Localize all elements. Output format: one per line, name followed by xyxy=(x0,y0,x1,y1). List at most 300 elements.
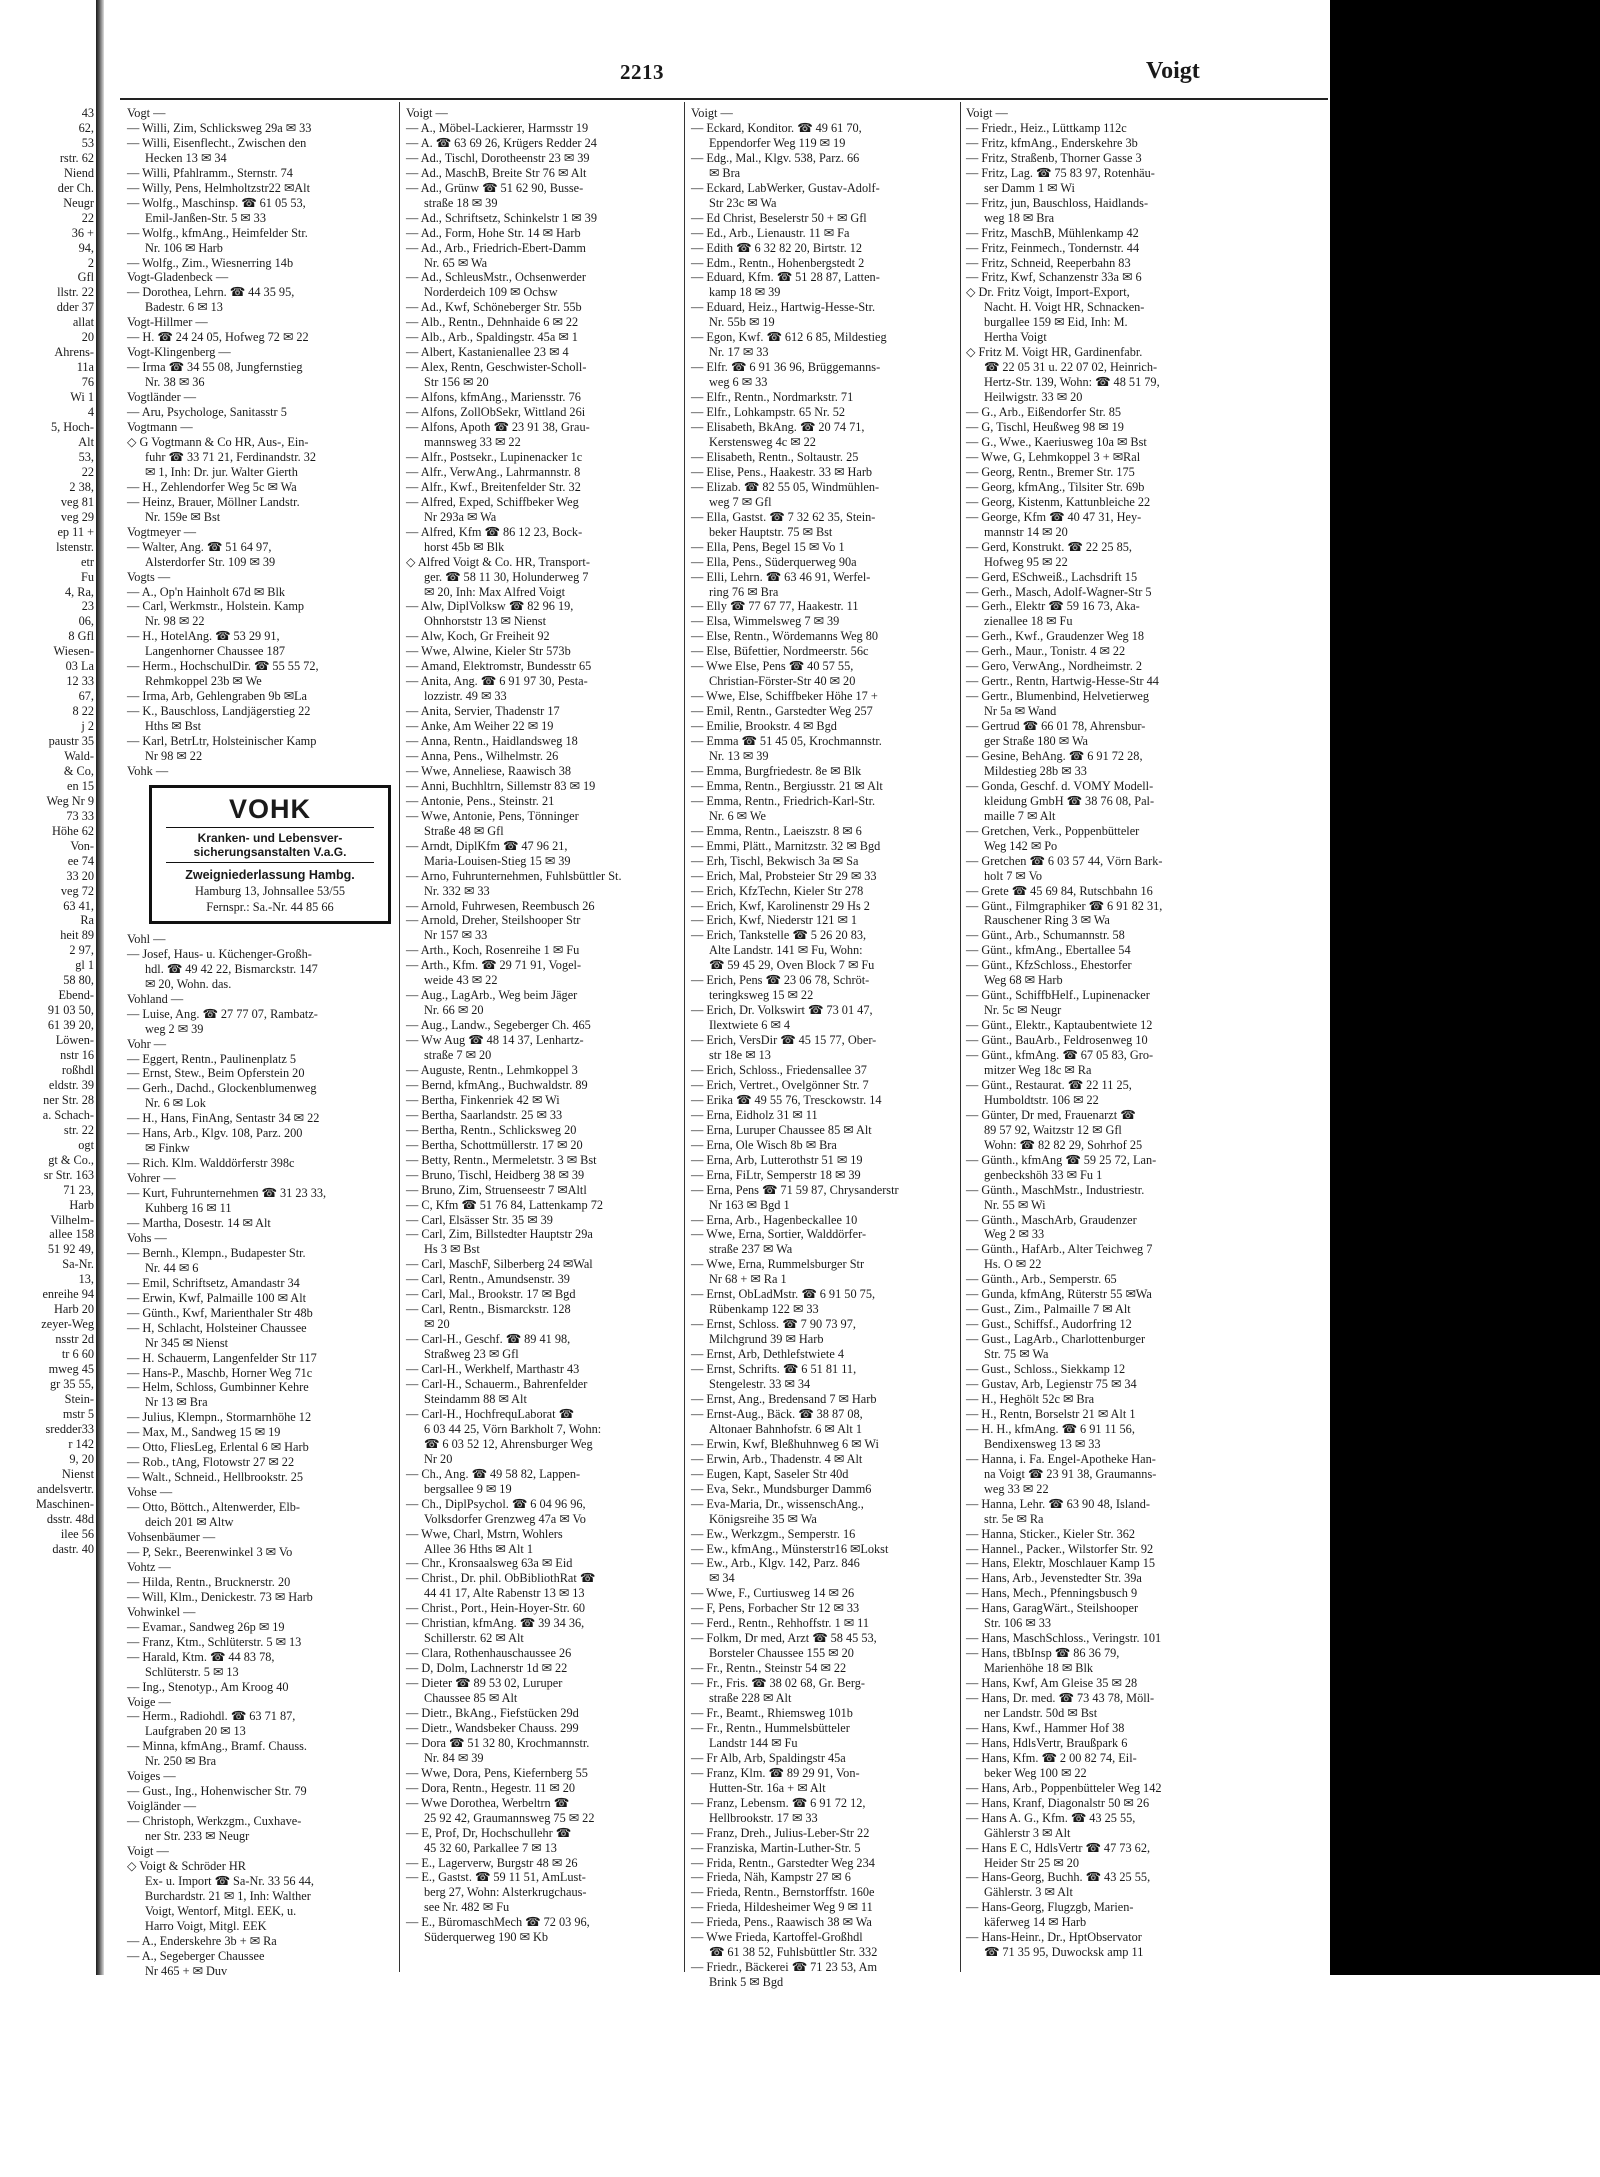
entry-continuation: 51 92 49, xyxy=(47,1242,94,1257)
entry-continuation: Ebend- xyxy=(58,988,94,1003)
entry-continuation: Von- xyxy=(70,838,94,853)
directory-entry: — Bertha, Finkenriek 42 ✉ Wi xyxy=(406,1092,560,1107)
entry-continuation: & Co, xyxy=(63,763,94,778)
entry-continuation: dder 37 xyxy=(56,300,94,315)
directory-entry: — Gunda, kfmAng, Rüterstr 55 ✉Wa xyxy=(966,1287,1152,1302)
entry-continuation: Königsreihe 35 ✉ Wa xyxy=(709,1511,817,1526)
directory-entry: — Carl, Rentn., Amundsenstr. 39 xyxy=(406,1272,570,1287)
directory-entry: — Ed., Arb., Lienaustr. 11 ✉ Fa xyxy=(691,225,850,240)
directory-entry: — H., Heghölt 52c ✉ Bra xyxy=(966,1391,1095,1406)
entry-continuation: Hths ✉ Bst xyxy=(145,719,202,734)
entry-continuation: veg 81 xyxy=(60,494,94,509)
entry-continuation: enreihe 94 xyxy=(42,1287,94,1302)
directory-entry: — Bernh., Klempn., Budapester Str. xyxy=(127,1245,306,1260)
directory-entry: — Dora ☎ 51 32 80, Krochmannstr. xyxy=(406,1735,590,1750)
directory-entry: — H, Schlacht, Holsteiner Chaussee xyxy=(127,1320,307,1335)
directory-entry: — Karl, BetrLtr, Holsteinischer Kamp xyxy=(127,734,317,749)
entry-continuation: ✉ Bra xyxy=(709,165,741,180)
entry-continuation: Nr 13 ✉ Bra xyxy=(145,1395,208,1410)
directory-entry: — Walter, Ang. ☎ 51 64 97, xyxy=(127,539,272,554)
directory-entry: — Elli, Lehrn. ☎ 63 46 91, Werfel- xyxy=(691,569,871,584)
directory-entry: — Dieter ☎ 89 53 02, Luruper xyxy=(406,1676,563,1691)
directory-entry: — Ernst, Schrifts. ☎ 6 51 81 11, xyxy=(691,1362,857,1377)
entry-continuation: Eppendorfer Weg 119 ✉ 19 xyxy=(709,135,846,150)
directory-entry: — Wolfg., Zim., Wiesnerring 14b xyxy=(127,255,294,270)
entry-continuation: ner Str. 233 ✉ Neugr xyxy=(145,1829,250,1844)
entry-continuation: allat xyxy=(72,315,94,330)
entry-continuation: Nr. 250 ✉ Bra xyxy=(145,1754,217,1769)
directory-entry: — H., HotelAng. ☎ 53 29 91, xyxy=(127,629,280,644)
entry-continuation: zienallee 18 ✉ Fu xyxy=(984,614,1073,629)
directory-entry: — Aru, Psychologe, Sanitasstr 5 xyxy=(127,405,287,420)
ad-divider xyxy=(166,862,374,863)
directory-entry: — Hilda, Rentn., Brucknerstr. 20 xyxy=(127,1574,291,1589)
directory-entry: — Arth., Kfm. ☎ 29 71 91, Vogel- xyxy=(406,958,582,973)
entry-continuation: Badestr. 6 ✉ 13 xyxy=(145,300,223,315)
entry-continuation: ilee 56 xyxy=(60,1526,94,1541)
directory-entry: ◇ Voigt & Schröder HR xyxy=(127,1858,246,1873)
directory-entry: — Hans, tBbInsp ☎ 86 36 79, xyxy=(966,1646,1120,1661)
directory-entry: — Amand, Elektromstr, Bundesstr 65 xyxy=(406,659,592,674)
entry-continuation: Emil-Janßen-Str. 5 ✉ 33 xyxy=(145,210,266,225)
directory-entry: — Herm., Radiohdl. ☎ 63 71 87, xyxy=(127,1709,296,1724)
surname-heading: Vohs — xyxy=(127,1230,167,1245)
entry-continuation: paustr 35 xyxy=(48,734,94,749)
entry-continuation: Harro Voigt, Mitgl. EEK xyxy=(145,1918,267,1933)
entry-continuation: Ra xyxy=(80,913,94,928)
entry-continuation: 53 xyxy=(81,135,94,150)
entry-continuation: Alte Landstr. 141 ✉ Fu, Wohn: xyxy=(709,943,863,958)
entry-continuation: mweg 45 xyxy=(48,1362,94,1377)
entry-continuation: Stein- xyxy=(64,1391,94,1406)
entry-continuation: 62, xyxy=(78,120,94,135)
entry-continuation: nsstr 2d xyxy=(55,1332,94,1347)
directory-entry: — Erna, Arb, Lutterothstr 51 ✉ 19 xyxy=(691,1152,863,1167)
entry-continuation: Hs 3 ✉ Bst xyxy=(424,1242,480,1257)
directory-entry: — Hans, Dr. med. ☎ 73 43 78, Möll- xyxy=(966,1691,1155,1706)
entry-continuation: ☎ 6 03 52 12, Ahrensburger Weg xyxy=(424,1436,593,1451)
entry-continuation: Weg Nr 9 xyxy=(46,793,94,808)
entry-continuation: 53, xyxy=(78,449,94,464)
directory-entry: — Eva-Maria, Dr., wissenschAng., xyxy=(691,1496,864,1511)
directory-entry: — Dora, Rentn., Hegestr. 11 ✉ 20 xyxy=(406,1780,575,1795)
directory-entry: — Ad., Grünw ☎ 51 62 90, Busse- xyxy=(406,180,584,195)
directory-entry: — Günt., KfzSchloss., Ehestorfer xyxy=(966,958,1132,973)
entry-continuation: 03 La xyxy=(65,659,94,674)
entry-continuation: ☎ 59 45 29, Oven Block 7 ✉ Fu xyxy=(709,958,875,973)
directory-entry: — Ad., Arb., Friedrich-Ebert-Damm xyxy=(406,240,586,255)
directory-entry: — Elisabeth, Rentn., Soltaustr. 25 xyxy=(691,449,859,464)
directory-entry: — Hans A. G., Kfm. ☎ 43 25 55, xyxy=(966,1810,1136,1825)
entry-continuation: 91 03 50, xyxy=(47,1003,94,1018)
directory-entry: — Evamar., Sandweg 26p ✉ 19 xyxy=(127,1619,285,1634)
surname-heading: Vohse — xyxy=(127,1485,173,1500)
column-divider xyxy=(684,102,685,1972)
directory-entry: — Günt., kfmAng. ☎ 67 05 83, Gro- xyxy=(966,1048,1154,1063)
directory-entry: — Gustav, Arb, Legienstr 75 ✉ 34 xyxy=(966,1377,1137,1392)
directory-entry: — Erwin, Arb., Thadenstr. 4 ✉ Alt xyxy=(691,1451,863,1466)
entry-continuation: 23 xyxy=(81,599,94,614)
directory-entry: — Gerh., Dachd., Glockenblumenweg xyxy=(127,1081,317,1096)
directory-entry: — Otto, Böttch., Altenwerder, Elb- xyxy=(127,1500,300,1515)
directory-entry: — Ernst, Ang., Bredensand 7 ✉ Harb xyxy=(691,1391,877,1406)
directory-entry: — Fritz, MaschB, Mühlenkamp 42 xyxy=(966,225,1139,240)
entry-continuation: Norderdeich 109 ✉ Ochsw xyxy=(424,285,558,300)
entry-continuation: Wald- xyxy=(64,748,94,763)
entry-continuation: Weg 142 ✉ Po xyxy=(984,838,1058,853)
directory-entry: — Gertr., Blumenbind, Helvetierweg xyxy=(966,689,1150,704)
directory-entry: — Erich, Schloss., Friedensallee 37 xyxy=(691,1063,867,1077)
entry-continuation: 13, xyxy=(78,1272,94,1287)
directory-entry: — Gertr., Rentn, Hartwig-Hesse-Str 44 xyxy=(966,674,1159,689)
entry-continuation: Nr. 13 ✉ 39 xyxy=(709,748,769,763)
entry-continuation: Ilextwiete 6 ✉ 4 xyxy=(709,1018,790,1033)
directory-entry: — Hans-Georg, Flugzgb, Marien- xyxy=(966,1900,1134,1915)
directory-entry: — Emma, Burgfriedestr. 8e ✉ Blk xyxy=(691,763,862,778)
directory-entry: — Erich, Pens ☎ 23 06 78, Schröt- xyxy=(691,973,870,988)
directory-entry: — Günt., Filmgraphiker ☎ 6 91 82 31, xyxy=(966,898,1163,913)
directory-entry: — Max, M., Sandweg 15 ✉ 19 xyxy=(127,1425,281,1440)
directory-entry: — H., Hans, FinAng, Sentastr 34 ✉ 22 xyxy=(127,1111,320,1126)
directory-entry: — Erna, Arb., Hagenbeckallee 10 xyxy=(691,1212,858,1227)
entry-continuation: mannstr 14 ✉ 20 xyxy=(984,524,1068,539)
directory-entry: — P, Sekr., Beerenwinkel 3 ✉ Vo xyxy=(127,1544,293,1559)
directory-entry: — Erich, Tankstelle ☎ 5 26 20 83, xyxy=(691,928,867,943)
entry-continuation: Str. 106 ✉ 33 xyxy=(984,1616,1052,1631)
ad-subtitle-line-1: Kranken- und Lebensver- xyxy=(197,830,343,845)
directory-entry: — Friedr., Bäckerei ☎ 71 23 53, Am xyxy=(691,1960,878,1975)
surname-heading: Voigt — xyxy=(406,106,448,120)
page-number: 2213 xyxy=(620,60,664,84)
directory-entry: — Günt., Restaurat. ☎ 22 11 25, xyxy=(966,1077,1132,1092)
directory-entry: — Gesine, BehAng. ☎ 6 91 72 28, xyxy=(966,748,1143,763)
directory-entry: — Hans, Kranf, Diagonalstr 50 ✉ 26 xyxy=(966,1795,1150,1810)
entry-continuation: straße 237 ✉ Wa xyxy=(709,1242,793,1257)
surname-heading: Vohl — xyxy=(127,931,166,946)
directory-entry: — Elise, Pens., Haakestr. 33 ✉ Harb xyxy=(691,464,873,479)
entry-continuation: ✉ 20 xyxy=(424,1317,450,1332)
directory-entry: — E., Lagerverw, Burgstr 48 ✉ 26 xyxy=(406,1855,578,1870)
directory-entry: — Eugen, Kapt, Saseler Str 40d xyxy=(691,1466,849,1481)
directory-entry: — Emma ☎ 51 45 05, Krochmannstr. xyxy=(691,734,882,749)
entry-continuation: na Voigt ☎ 23 91 38, Graumanns- xyxy=(984,1466,1157,1481)
directory-entry: — Frida, Rentn., Garstedter Weg 234 xyxy=(691,1855,875,1870)
entry-continuation: 67, xyxy=(78,689,94,704)
directory-entry: — Bertha, Saarlandstr. 25 ✉ 33 xyxy=(406,1107,563,1122)
directory-entry: — Emma, Rentn., Laeiszstr. 8 ✉ 6 xyxy=(691,823,862,838)
entry-continuation: Str 23c ✉ Wa xyxy=(709,195,777,210)
entry-continuation: Harb 20 xyxy=(54,1302,94,1317)
directory-entry: — Hans-P., Maschb, Horner Weg 71c xyxy=(127,1365,313,1380)
entry-continuation: dsstr. 48d xyxy=(46,1511,94,1526)
directory-entry: — Wwe, Anneliese, Raawisch 38 xyxy=(406,763,572,778)
directory-entry: — C, Kfm ☎ 51 76 84, Lattenkamp 72 xyxy=(406,1197,604,1212)
directory-entry: — Christ., Port., Hein-Hoyer-Str. 60 xyxy=(406,1601,586,1616)
entry-continuation: 8 Gfl xyxy=(68,629,94,644)
entry-continuation: gr 35 55, xyxy=(49,1377,94,1392)
entry-continuation: beker Weg 100 ✉ 22 xyxy=(984,1765,1087,1780)
entry-continuation: ner Landstr. 50d ✉ Bst xyxy=(984,1705,1098,1720)
entry-continuation: etr xyxy=(81,554,94,569)
directory-entry: — E, Prof, Dr, Hochschullehr ☎ xyxy=(406,1825,572,1840)
directory-entry: — Ww Aug ☎ 48 14 37, Lenhartz- xyxy=(406,1033,584,1048)
surname-heading: Vogtländer — xyxy=(127,390,197,405)
entry-continuation: Löwen- xyxy=(55,1033,94,1048)
entry-continuation: Alsterdorfer Str. 109 ✉ 39 xyxy=(145,554,276,569)
entry-continuation: Wohn: ☎ 82 82 29, Sohrhof 25 xyxy=(984,1137,1143,1152)
entry-continuation: 22 xyxy=(81,464,94,479)
entry-continuation: Chaussee 85 ✉ Alt xyxy=(424,1691,518,1706)
entry-continuation: Humboldtstr. 106 ✉ 22 xyxy=(984,1092,1099,1107)
directory-entry: — Frieda, Rentn., Bernstorffstr. 160e xyxy=(691,1885,875,1900)
entry-continuation: Str 156 ✉ 20 xyxy=(424,375,489,390)
directory-entry: — Emilie, Brookstr. 4 ✉ Bgd xyxy=(691,719,837,734)
surname-heading: Vogt-Gladenbeck — xyxy=(127,270,229,285)
directory-entry: — Ad., Tischl, Dorotheenstr 23 ✉ 39 xyxy=(406,150,590,165)
entry-continuation: burgallee 159 ✉ Eid, Inh: M. xyxy=(984,315,1128,330)
directory-entry: — Alex, Rentn, Geschwister-Scholl- xyxy=(406,360,587,375)
directory-entry: — Hans, Kfm. ☎ 2 00 82 74, Eil- xyxy=(966,1750,1137,1765)
entry-continuation: Gfl xyxy=(77,270,94,285)
directory-entry: — Else, Büfettier, Nordmeerstr. 56c xyxy=(691,644,869,659)
entry-continuation: beker Hauptstr. 75 ✉ Bst xyxy=(709,524,833,539)
directory-entry: — Erna, Pens ☎ 71 59 87, Chrysanderstr xyxy=(691,1182,899,1197)
surname-heading: Vohland — xyxy=(127,991,184,1006)
entry-continuation: Allee 36 Hths ✉ Alt 1 xyxy=(424,1541,534,1556)
entry-continuation: genbeckshöh 33 ✉ Fu 1 xyxy=(984,1167,1103,1182)
directory-entry: — Alfons, kfmAng., Mariensstr. 76 xyxy=(406,390,581,405)
directory-entry: — Hanna, Lehr. ☎ 63 90 48, Island- xyxy=(966,1496,1151,1511)
entry-continuation: ☎ 22 05 31 u. 22 07 02, Heinrich- xyxy=(984,360,1158,375)
directory-entry: — Carl, Mal., Brookstr. 17 ✉ Bgd xyxy=(406,1287,576,1302)
entry-continuation: weide 43 ✉ 22 xyxy=(424,973,498,988)
entry-continuation: Stengelestr. 33 ✉ 34 xyxy=(709,1377,811,1392)
directory-entry: — Gust., Ing., Hohenwischer Str. 79 xyxy=(127,1784,307,1799)
surname-heading: Vohrer — xyxy=(127,1171,176,1186)
entry-continuation: ep 11 + xyxy=(57,524,94,539)
directory-entry: — Auguste, Rentn., Lehmkoppel 3 xyxy=(406,1063,578,1077)
directory-entry: — Erich, Kwf, Niederstr 121 ✉ 1 xyxy=(691,913,858,928)
surname-heading: Voigländer — xyxy=(127,1799,197,1814)
running-head: Voigt xyxy=(1146,58,1200,84)
directory-entry: — Aug., LagArb., Weg beim Jäger xyxy=(406,988,578,1003)
surname-heading: Voigt — xyxy=(966,106,1008,120)
directory-entry: — G., Arb., Eißendorfer Str. 85 xyxy=(966,405,1122,420)
directory-entry: — Carl-H., Schauerm., Bahrenfelder xyxy=(406,1377,588,1392)
entry-continuation: Hs. O ✉ 22 xyxy=(984,1257,1042,1272)
entry-continuation: Laufgraben 20 ✉ 13 xyxy=(145,1724,246,1739)
entry-continuation: 2 97, xyxy=(69,943,94,958)
entry-continuation: teringksweg 15 ✉ 22 xyxy=(709,988,814,1003)
entry-continuation: Nr. 17 ✉ 33 xyxy=(709,345,769,360)
entry-continuation: ring 76 ✉ Bra xyxy=(709,584,779,599)
ad-phone: Fernspr.: Sa.-Nr. 44 85 66 xyxy=(206,899,334,914)
directory-entry: — Dietr., Wandsbeker Chauss. 299 xyxy=(406,1720,579,1735)
directory-entry: — Folkm, Dr med, Arzt ☎ 58 45 53, xyxy=(691,1631,877,1646)
entry-continuation: see Nr. 482 ✉ Fu xyxy=(424,1900,510,1915)
directory-entry: — Gertrud ☎ 66 01 78, Ahrensbur- xyxy=(966,719,1146,734)
directory-entry: — Otto, FliesLeg, Erlental 6 ✉ Harb xyxy=(127,1440,309,1455)
entry-continuation: mitzer Weg 18c ✉ Ra xyxy=(984,1063,1092,1077)
scan-background-light xyxy=(0,1975,1600,2177)
directory-entry: — G, Tischl, Heußweg 98 ✉ 19 xyxy=(966,420,1124,435)
directory-entry: — Edm., Rentn., Hohenbergstedt 2 xyxy=(691,255,865,270)
entry-continuation: Nr. 44 ✉ 6 xyxy=(145,1260,199,1275)
directory-entry: — Eduard, Heiz., Hartwig-Hesse-Str. xyxy=(691,300,876,315)
entry-continuation: Nr. 106 ✉ Harb xyxy=(145,240,223,255)
directory-entry: — Ad., Schriftsetz, Schinkelstr 1 ✉ 39 xyxy=(406,210,597,225)
directory-entry: — Erna, FiLtr, Semperstr 18 ✉ 39 xyxy=(691,1167,861,1182)
entry-continuation: Langenhorner Chaussee 187 xyxy=(145,644,286,659)
directory-entry: — Rob., tAng, Flotowstr 27 ✉ 22 xyxy=(127,1455,295,1470)
directory-entry: — Julius, Klempn., Stormarnhöhe 12 xyxy=(127,1410,312,1425)
entry-continuation: holt 7 ✉ Vo xyxy=(984,868,1043,883)
directory-entry: — Hans E C, HdlsVertr ☎ 47 73 62, xyxy=(966,1840,1151,1855)
entry-continuation: gt & Co., xyxy=(48,1152,94,1167)
directory-entry: — Ferd., Rentn., Rehhoffstr. 1 ✉ 11 xyxy=(691,1616,870,1631)
directory-entry: — Gerd, Konstrukt. ☎ 22 25 85, xyxy=(966,539,1132,554)
surname-heading: Vohk — xyxy=(127,763,169,778)
surname-heading: Vogtmeyer — xyxy=(127,524,197,539)
directory-entry: — Alb., Arb., Spaldingstr. 45a ✉ 1 xyxy=(406,330,578,345)
directory-entry: — Alfons, Apoth ☎ 23 91 38, Grau- xyxy=(406,420,590,435)
directory-entry: — Wwe, Alwine, Kieler Str 573b xyxy=(406,644,571,659)
directory-entry: — F, Pens, Forbacher Str 12 ✉ 33 xyxy=(691,1601,860,1616)
entry-continuation: 2 38, xyxy=(69,479,94,494)
directory-entry: — Arno, Fuhrunternehmen, Fuhlsbüttler St. xyxy=(406,868,622,883)
entry-continuation: veg 29 xyxy=(60,509,94,524)
directory-entry: — Erich, Mal, Probsteier Str 29 ✉ 33 xyxy=(691,868,877,883)
directory-entry: — Hans, Mech., Pfenningsbusch 9 xyxy=(966,1586,1138,1601)
directory-entry: — Fr., Fris. ☎ 38 02 68, Gr. Berg- xyxy=(691,1676,865,1691)
entry-continuation: ✉ 1, Inh: Dr. jur. Walter Gierth xyxy=(145,464,298,479)
entry-continuation: Hofweg 95 ✉ 22 xyxy=(984,554,1068,569)
column-previous-page-fragment xyxy=(0,106,94,1976)
entry-continuation: Nr. 332 ✉ 33 xyxy=(424,883,490,898)
entry-continuation: sredder33 xyxy=(45,1421,94,1436)
directory-entry: — Georg, Rentn., Bremer Str. 175 xyxy=(966,464,1135,479)
directory-entry: — Carl-H., Werkhelf, Marthastr 43 xyxy=(406,1362,580,1377)
surname-heading: Vogtmann — xyxy=(127,420,193,435)
entry-continuation: zeyer-Weg xyxy=(41,1317,94,1332)
entry-continuation: Nr 157 ✉ 33 xyxy=(424,928,488,943)
entry-continuation: maille 7 ✉ Alt xyxy=(984,808,1056,823)
entry-continuation: Ex- u. Import ☎ Sa-Nr. 33 56 44, xyxy=(145,1873,315,1888)
directory-entry: — Frieda, Hildesheimer Weg 9 ✉ 11 xyxy=(691,1900,873,1915)
directory-entry: — Gretchen, Verk., Poppenbütteler xyxy=(966,823,1140,838)
directory-entry: — D, Dolm, Lachnerstr 1d ✉ 22 xyxy=(406,1661,568,1676)
entry-continuation: weg 2 ✉ 39 xyxy=(145,1021,204,1036)
surname-heading: Voiges — xyxy=(127,1769,176,1784)
entry-continuation: Wi 1 xyxy=(70,390,94,405)
directory-entry: — Arnold, Fuhrwesen, Reembusch 26 xyxy=(406,898,595,913)
entry-continuation: 2 xyxy=(87,255,94,270)
directory-entry: — Ew., Werkzgm., Semperstr. 16 xyxy=(691,1526,856,1541)
directory-entry: — Erna, Ole Wisch 8b ✉ Bra xyxy=(691,1137,837,1152)
directory-entry: — Hanna, i. Fa. Engel-Apotheke Han- xyxy=(966,1451,1156,1466)
entry-continuation: 33 20 xyxy=(66,868,94,883)
directory-entry: — Edith ☎ 6 32 82 20, Birtstr. 12 xyxy=(691,240,863,255)
directory-entry: — Elisabeth, BkAng. ☎ 20 74 71, xyxy=(691,420,865,435)
entry-continuation: Gählerstr 3 ✉ Alt xyxy=(984,1825,1071,1840)
directory-entry: — Bruno, Tischl, Heidberg 38 ✉ 39 xyxy=(406,1167,585,1182)
directory-entry: — Hannel., Packer., Wilstorfer Str. 92 xyxy=(966,1541,1154,1556)
directory-entry: — A. ☎ 63 69 26, Krügers Redder 24 xyxy=(406,135,597,150)
entry-continuation: Nr 293a ✉ Wa xyxy=(424,509,497,524)
directory-entry: — Dietr., BkAng., Fiefstücken 29d xyxy=(406,1705,579,1720)
directory-entry: — Fr., Beamt., Rhiemsweg 101b xyxy=(691,1705,853,1720)
directory-entry: — A., Enderskehre 3b + ✉ Ra xyxy=(127,1933,277,1948)
entry-continuation: 22 xyxy=(81,210,94,225)
entry-continuation: Burchardstr. 21 ✉ 1, Inh: Walther xyxy=(145,1888,311,1903)
entry-continuation: Hutten-Str. 16a + ✉ Alt xyxy=(709,1780,826,1795)
entry-continuation: Hertha Voigt xyxy=(984,330,1047,345)
directory-entry: — Wolfg., Maschinsp. ☎ 61 05 53, xyxy=(127,195,306,210)
directory-entry: — Gero, VerwAng., Nordheimstr. 2 xyxy=(966,659,1143,674)
entry-continuation: berg 27, Wohn: Alsterkrugchaus- xyxy=(424,1885,587,1900)
entry-continuation: Str. 75 ✉ Wa xyxy=(984,1347,1049,1362)
entry-continuation: ✉ Finkw xyxy=(145,1141,190,1156)
entry-continuation: Nr 465 + ✉ Duv xyxy=(145,1963,228,1978)
directory-entry: — Will, Klm., Denickestr. 73 ✉ Harb xyxy=(127,1589,313,1604)
directory-entry: — Günt., kfmAng., Ebertallee 54 xyxy=(966,943,1131,958)
directory-entry: — Hans, MaschSchloss., Veringstr. 101 xyxy=(966,1631,1162,1646)
directory-entry: — A., Möbel-Lackierer, Harmsstr 19 xyxy=(406,120,589,135)
entry-continuation: ogt xyxy=(78,1137,94,1152)
entry-continuation: andelsvertr. xyxy=(36,1481,94,1496)
directory-entry: — Ad., SchleusMstr., Ochsenwerder xyxy=(406,270,586,285)
entry-continuation: deich 201 ✉ Altw xyxy=(145,1515,234,1530)
column-2 xyxy=(406,106,680,1976)
directory-entry: — Frieda, Pens., Raawisch 38 ✉ Wa xyxy=(691,1915,872,1930)
surname-heading: Vogt — xyxy=(127,106,166,120)
directory-entry: — Erna, Luruper Chaussee 85 ✉ Alt xyxy=(691,1122,872,1137)
entry-continuation: weg 33 ✉ 22 xyxy=(984,1481,1049,1496)
entry-continuation: Nr. 6 ✉ Lok xyxy=(145,1096,206,1111)
entry-continuation: llstr. 22 xyxy=(57,285,94,300)
directory-entry: — Hanna, Sticker., Kieler Str. 362 xyxy=(966,1526,1136,1541)
directory-entry: — Eva, Sekr., Mundsburger Damm6 xyxy=(691,1481,872,1496)
entry-continuation: Schillerstr. 62 ✉ Alt xyxy=(424,1631,524,1646)
directory-entry: — Georg, Kistenm, Kattunbleiche 22 xyxy=(966,494,1151,509)
entry-continuation: Nr. 55b ✉ 19 xyxy=(709,315,775,330)
directory-entry: — Günth., kfmAng ☎ 59 25 72, Lan- xyxy=(966,1152,1157,1167)
directory-entry: — Rich. Klm. Walddörferstr 398c xyxy=(127,1156,295,1171)
directory-entry: — Willy, Pens, Helmholtzstr22 ✉Alt xyxy=(127,180,310,195)
directory-entry: — Gerd, ESchweiß., Lachsdrift 15 xyxy=(966,569,1138,584)
directory-entry: — Fr., Rentn., Steinstr 54 ✉ 22 xyxy=(691,1661,847,1676)
entry-continuation: Nr. 84 ✉ 39 xyxy=(424,1750,484,1765)
directory-entry: — Eduard, Kfm. ☎ 51 28 87, Latten- xyxy=(691,270,880,285)
entry-continuation: str 18e ✉ 13 xyxy=(709,1048,771,1063)
directory-entry: — Friedr., Heiz., Lüttkamp 112c xyxy=(966,120,1127,135)
directory-entry: — Elly ☎ 77 67 77, Haakestr. 11 xyxy=(691,599,859,614)
directory-entry: — Christ., Dr. phil. ObBibliothRat ☎ xyxy=(406,1571,596,1586)
entry-continuation: Gählerstr. 3 ✉ Alt xyxy=(984,1885,1073,1900)
directory-entry: — Irma ☎ 34 55 08, Jungfernstieg xyxy=(127,360,303,375)
directory-entry: — Heinz, Brauer, Möllner Landstr. xyxy=(127,494,300,509)
directory-entry: — A., Segeberger Chaussee xyxy=(127,1948,265,1963)
directory-entry: — Wwe, F., Curtiusweg 14 ✉ 26 xyxy=(691,1586,855,1601)
directory-entry: — Carl, Rentn., Bismarckstr. 128 xyxy=(406,1302,571,1317)
directory-entry: — Martha, Dosestr. 14 ✉ Alt xyxy=(127,1216,271,1230)
directory-entry: — Josef, Haus- u. Küchenger-Großh- xyxy=(127,946,312,961)
ad-divider xyxy=(166,827,374,828)
directory-entry: — Erich, Dr. Volkswirt ☎ 73 01 47, xyxy=(691,1003,873,1018)
directory-entry: — Franz, Ktm., Schlüterstr. 5 ✉ 13 xyxy=(127,1634,302,1649)
entry-continuation: dastr. 40 xyxy=(52,1541,94,1556)
entry-continuation: Nr 20 xyxy=(424,1451,453,1466)
